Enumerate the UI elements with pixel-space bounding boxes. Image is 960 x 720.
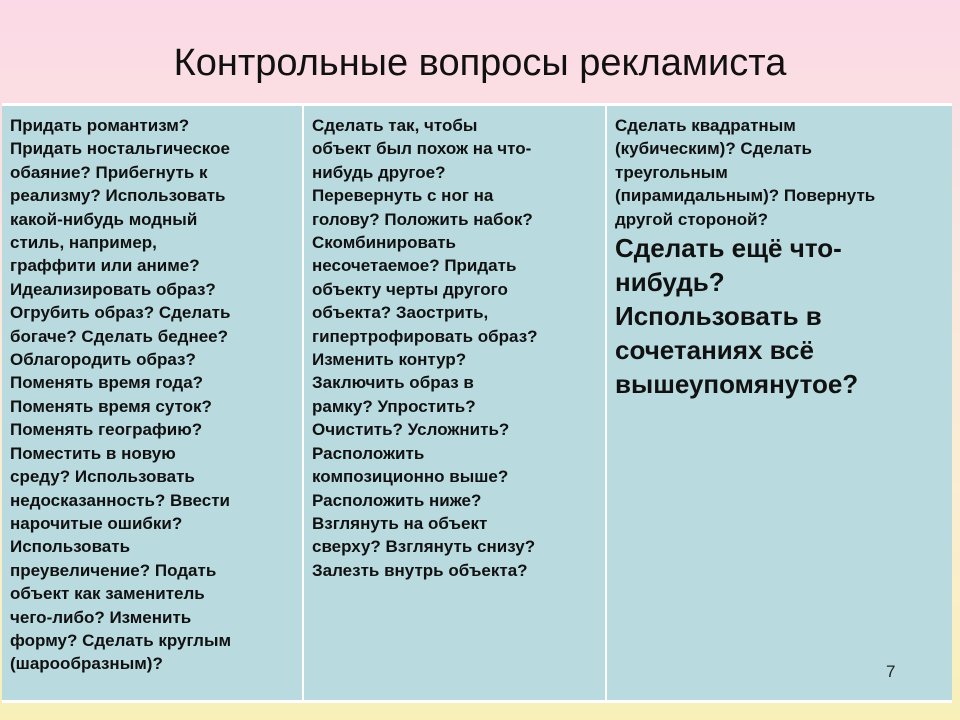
column-2-line: Перевернуть с ног на — [312, 186, 494, 206]
column-1-line: Поменять географию? — [10, 420, 203, 440]
column-3-line: Сделать квадратным — [615, 116, 796, 135]
column-2-line: сверху? Взглянуть снизу? — [312, 537, 536, 557]
column-2-line: Очистить? Усложнить? — [312, 420, 510, 440]
column-1-line: преувеличение? Подать — [10, 560, 217, 580]
column-2-line: Взглянуть на объект — [312, 513, 488, 533]
column-3-emphasis-line: вышеупомянутое? — [615, 369, 859, 400]
column-3-line: (кубическим)? Сделать — [615, 139, 812, 159]
column-2-line: Расположить — [312, 443, 425, 463]
column-3-line: треугольным — [615, 162, 728, 182]
table-column-3 — [607, 106, 952, 700]
column-3-emphasis-line: нибудь? — [615, 267, 725, 298]
questions-table — [2, 103, 952, 703]
column-1-line: (шарообразным)? — [10, 654, 163, 674]
column-2-line: Изменить контур? — [312, 350, 467, 370]
column-2-line: гипертрофировать образ? — [312, 326, 538, 346]
column-1-line: чего-либо? Изменить — [10, 607, 192, 627]
column-1-line: стиль, например, — [10, 233, 157, 253]
column-3-emphasis-line: Использовать в — [615, 301, 822, 332]
column-2-line: рамку? Упростить? — [312, 396, 476, 416]
column-2-line: голову? Положить набок? — [312, 209, 533, 229]
column-3-emphasis-line: Сделать ещё что- — [615, 233, 842, 264]
column-2-line: Залезть внутрь объекта? — [312, 560, 528, 580]
column-1-line: какой-нибудь модный — [10, 209, 198, 229]
column-2-line: нибудь другое? — [312, 162, 446, 182]
column-1-line: нарочитые ошибки? — [10, 513, 183, 533]
column-2-line: композиционно выше? — [312, 467, 509, 487]
column-1-line: граффити или аниме? — [10, 256, 200, 276]
column-2-line: объекта? Заострить, — [312, 303, 489, 323]
column-2-line: Расположить ниже? — [312, 490, 482, 510]
column-1-line: реализму? Использовать — [10, 186, 226, 206]
column-1-line: Придать романтизм? — [10, 116, 190, 135]
column-1-line: Поменять время года? — [10, 373, 204, 393]
column-1-line: объект как заменитель — [10, 584, 205, 604]
table-column-2 — [304, 106, 607, 700]
column-3-emphasis-line: сочетаниях всё — [615, 335, 814, 366]
column-2-line: объекту черты другого — [312, 279, 508, 299]
table-column-1 — [2, 106, 304, 700]
column-1-line: Поменять время суток? — [10, 396, 212, 416]
slide-title: Контрольные вопросы рекламиста — [173, 42, 787, 84]
column-1-line: форму? Сделать круглым — [10, 630, 232, 650]
column-1-line: Огрубить образ? Сделать — [10, 303, 231, 323]
column-1-line: богаче? Сделать беднее? — [10, 326, 229, 346]
column-1-line: Поместить в новую — [10, 443, 176, 463]
page-number: 7 — [886, 662, 896, 681]
column-2-line: Сделать так, чтобы — [312, 116, 478, 135]
column-3-line: (пирамидальным)? Повернуть — [615, 186, 876, 206]
column-2-line: Скомбинировать — [312, 233, 456, 253]
column-2-line: несочетаемое? Придать — [312, 256, 517, 276]
column-1-line: Придать ностальгическое — [10, 139, 230, 159]
column-1-line: среду? Использовать — [10, 467, 195, 487]
column-1-line: Идеализировать образ? — [10, 279, 216, 299]
column-1-line: обаяние? Прибегнуть к — [10, 162, 208, 182]
column-3-line: другой стороной? — [615, 209, 769, 229]
column-1-line: Использовать — [10, 537, 131, 557]
column-1-line: недосказанность? Ввести — [10, 490, 230, 510]
column-2-line: объект был похож на что- — [312, 139, 532, 159]
column-1-line: Облагородить образ? — [10, 350, 196, 370]
column-2-line: Заключить образ в — [312, 373, 474, 393]
